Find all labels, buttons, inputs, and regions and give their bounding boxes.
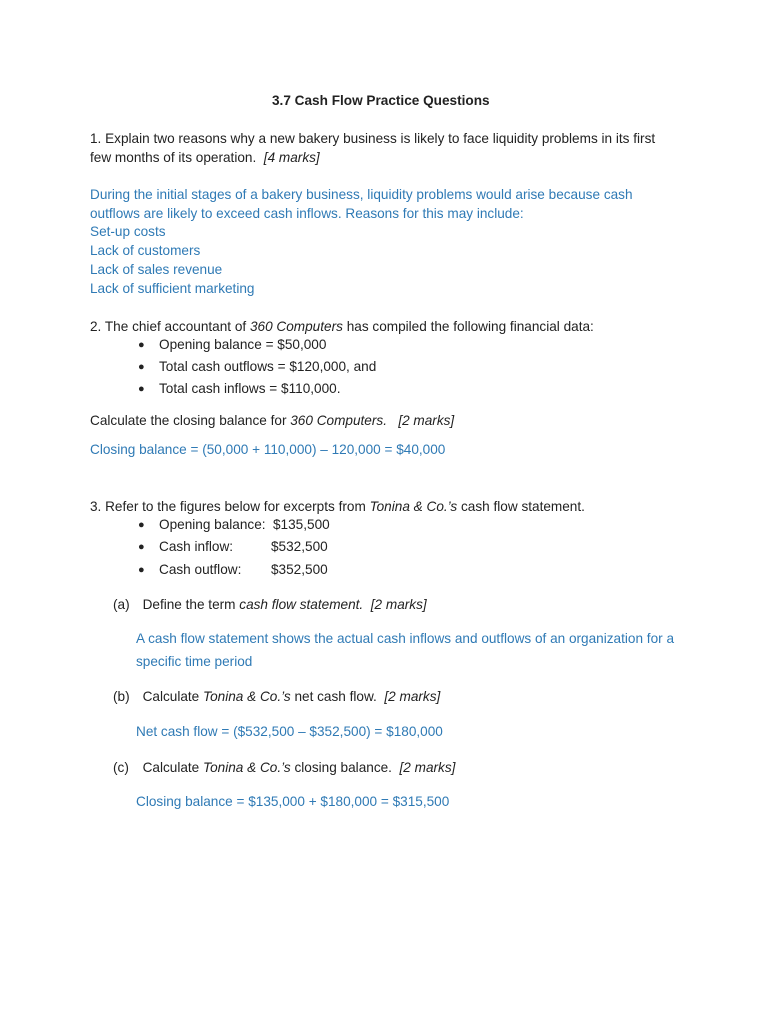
q3b-company: Tonina & Co.’s (203, 689, 291, 704)
q1-answer-item: Lack of customers (90, 243, 201, 258)
q2-bullet-text: Total cash inflows = $110,000. (159, 381, 341, 396)
q3c-question (113, 759, 455, 777)
q3-intro-suffix: cash flow statement. (457, 499, 585, 514)
q3b-question (113, 688, 440, 706)
q3-bullet-value: $532,500 (271, 539, 328, 554)
bullet-icon: ● (138, 383, 145, 395)
q3c-text-prefix: Calculate (142, 760, 204, 775)
q3-intro (90, 498, 585, 516)
q3a-answer-line1: A cash flow statement shows the actual cash inflows and outflows of an organization for a (136, 631, 675, 646)
bullet-icon: ● (138, 339, 145, 351)
q2-calc (90, 412, 454, 430)
q1-line1: 1. Explain two reasons why a new bakery business is likely to face liquidity problems in its first (90, 131, 656, 146)
q1-marks: [4 marks] (263, 150, 320, 165)
q3c-text-suffix: closing balance. (290, 760, 392, 775)
q3-bullet-value: $352,500 (271, 562, 328, 577)
q2-bullet (138, 336, 327, 354)
q3c-answer: Closing balance = $135,000 + $180,000 = $315,500 (136, 794, 450, 809)
q3-intro-prefix: 3. Refer to the figures below for excerpts from (90, 499, 370, 514)
q3c-marks: [2 marks] (399, 760, 456, 775)
q2-bullet (138, 358, 377, 376)
q3-bullet-value: $135,500 (273, 517, 330, 532)
q3b-answer: Net cash flow = ($532,500 – $352,500) = $180,000 (136, 724, 443, 739)
q3-bullet (138, 538, 328, 556)
q1-line2 (90, 149, 320, 167)
bullet-icon: ● (138, 564, 145, 576)
q3-company: Tonina & Co.’s (369, 499, 458, 514)
q3c-label: (c) (113, 760, 129, 775)
q2-company: 360 Computers (249, 319, 343, 334)
q2-bullet-text: Total cash outflows = $120,000, and (159, 359, 377, 374)
bullet-icon: ● (138, 519, 145, 531)
q3-bullet-label: Cash outflow: (159, 562, 242, 577)
q2-intro (90, 318, 594, 336)
q3-bullet (138, 561, 328, 579)
q2-calc-prefix: Calculate the closing balance for (90, 413, 291, 428)
q1-answer-line1: During the initial stages of a bakery business, liquidity problems would arise because cash (90, 187, 633, 202)
q3-bullet-label: Cash inflow: (159, 539, 234, 554)
q1-answer-item: Set-up costs (90, 224, 166, 239)
bullet-icon: ● (138, 541, 145, 553)
q1-answer-line2: outflows are likely to exceed cash inflows. Reasons for this may include: (90, 206, 524, 221)
q1-line2-text: few months of its operation. (90, 150, 257, 165)
q2-answer: Closing balance = (50,000 + 110,000) – 120,000 = $40,000 (90, 442, 446, 457)
q3b-marks: [2 marks] (384, 689, 441, 704)
q2-intro-prefix: 2. The chief accountant of (90, 319, 250, 334)
q2-calc-company: 360 Computers. (290, 413, 387, 428)
q3a-term: cash flow statement. (239, 597, 364, 612)
q3-bullet-label: Opening balance: (159, 517, 266, 532)
q3a-marks: [2 marks] (370, 597, 427, 612)
q3a-text: Define the term (142, 597, 240, 612)
q3a-question (113, 596, 427, 614)
q2-bullet (138, 380, 341, 398)
q3b-text-prefix: Calculate (142, 689, 204, 704)
q3a-label: (a) (113, 597, 130, 612)
q3a-answer-line2: specific time period (136, 654, 253, 669)
page-title: 3.7 Cash Flow Practice Questions (272, 93, 490, 108)
q1-answer-item: Lack of sales revenue (90, 262, 223, 277)
q2-calc-marks: [2 marks] (398, 413, 455, 428)
q3b-text-suffix: net cash flow. (290, 689, 377, 704)
q3c-company: Tonina & Co.’s (203, 760, 291, 775)
q2-bullet-text: Opening balance = $50,000 (159, 337, 327, 352)
q3-bullet (138, 516, 330, 534)
q2-intro-suffix: has compiled the following financial data: (342, 319, 594, 334)
q3b-label: (b) (113, 689, 130, 704)
bullet-icon: ● (138, 361, 145, 373)
q1-answer-item: Lack of sufficient marketing (90, 281, 255, 296)
